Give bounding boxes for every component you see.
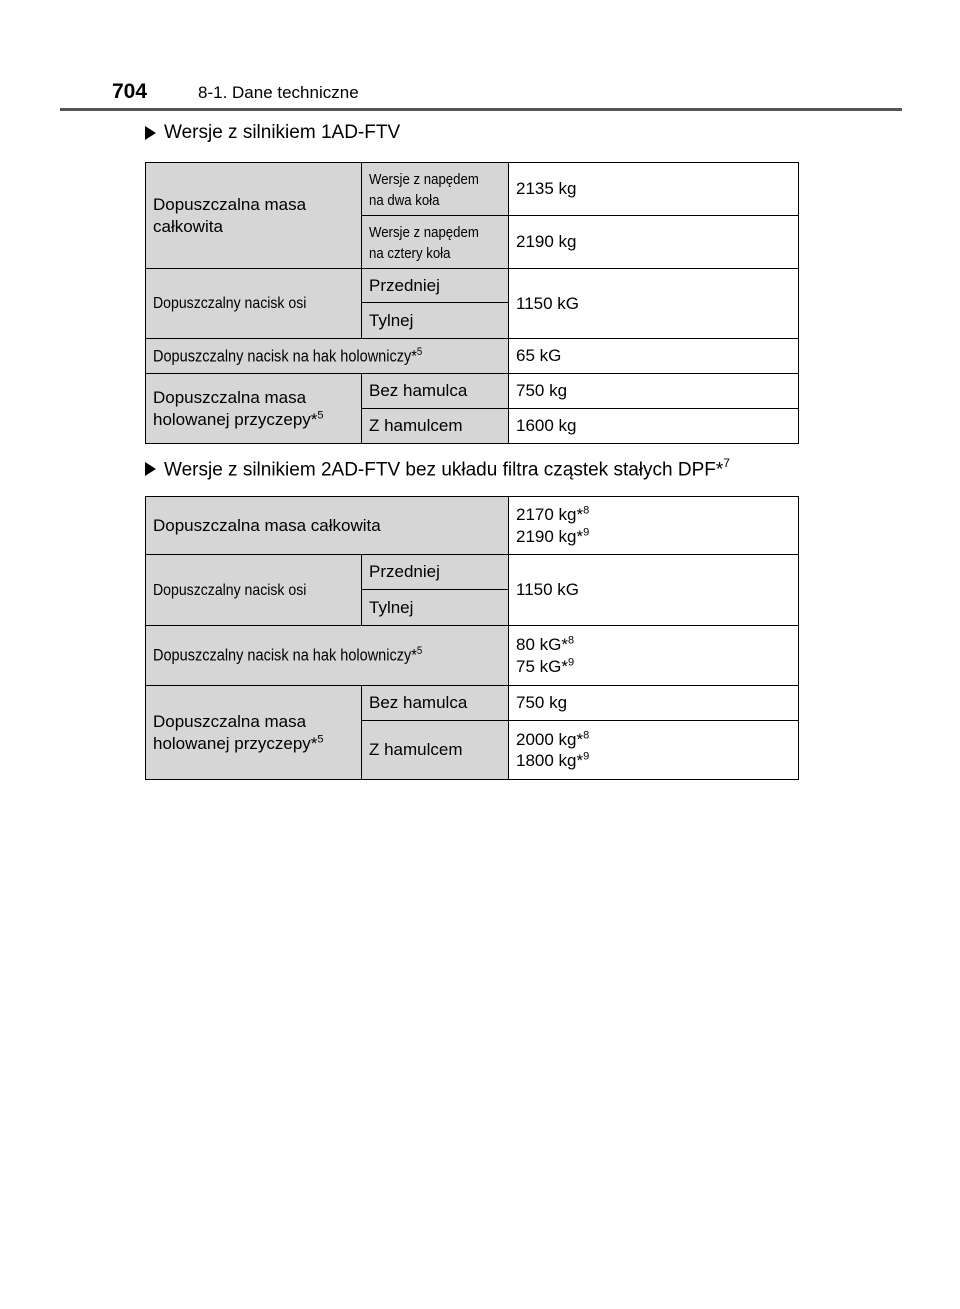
- gvm-value-cell: [509, 497, 799, 555]
- rear-label: Tylnej: [369, 310, 414, 330]
- sub-2wd-cell: [362, 163, 509, 216]
- hitch-label: [153, 644, 422, 667]
- hitch-label-cell: [146, 339, 509, 374]
- unbraked-cell: [362, 686, 509, 721]
- spec-table-1ad: [145, 162, 799, 444]
- section2-heading: [145, 457, 730, 481]
- table-row: [146, 555, 799, 590]
- header-rule: [60, 108, 902, 111]
- braked-value-cell: [509, 409, 799, 444]
- gvm-note-2: 9: [583, 525, 590, 538]
- unbraked-value: 750 kg: [516, 693, 568, 713]
- unbraked-label: Bez hamulca: [369, 381, 468, 401]
- unbraked-label: Bez hamulca: [369, 693, 468, 713]
- gvm-label-cell: [146, 163, 362, 269]
- hitch-value-cell: [509, 339, 799, 374]
- braked-value-cell: [509, 721, 799, 780]
- page-header: [60, 76, 902, 110]
- hitch-value-1-text: 80 kG*: [516, 635, 568, 655]
- rear-cell: [362, 590, 509, 626]
- section-title: 8-1. Dane techniczne: [198, 83, 359, 102]
- table-row: [146, 163, 799, 216]
- gvm-note-1: 8: [583, 504, 590, 517]
- trailer-note: 5: [317, 732, 324, 745]
- trailer-label-line2: [153, 733, 354, 754]
- sub-4wd-cell: [362, 216, 509, 269]
- gvm-value-1: [516, 504, 791, 525]
- gvm-label: Dopuszczalna masa całkowita: [153, 515, 381, 535]
- trailer-label-line1: Dopuszczalna masa: [153, 388, 307, 408]
- table-row: [146, 686, 799, 721]
- hitch-label-cell: [146, 626, 509, 686]
- axle-value-cell: [509, 269, 799, 339]
- braked-cell: [362, 721, 509, 780]
- val-2wd-cell: [509, 163, 799, 216]
- sub-2wd-line2: na dwa koła: [369, 192, 440, 209]
- table-row: [146, 497, 799, 555]
- trailer-label-line2-text: holowanej przyczepy*: [153, 409, 318, 429]
- val-2wd: 2135 kg: [516, 179, 577, 199]
- hitch-label: [153, 345, 422, 368]
- hitch-note: 5: [416, 645, 423, 658]
- section2-heading-label: Wersje z silnikiem 2AD-FTV bez układu filtra cząstek stałych DPF*: [164, 459, 724, 481]
- braked-value-1: [516, 729, 791, 750]
- front-label: Przedniej: [369, 562, 440, 582]
- hitch-value-1: [516, 634, 791, 655]
- trailer-label-line1: Dopuszczalna masa: [153, 712, 307, 732]
- axle-label: Dopuszczalny nacisk osi: [153, 295, 307, 313]
- hitch-note-2: 9: [567, 655, 575, 668]
- braked-value-2: [516, 750, 791, 771]
- val-4wd: 2190 kg: [516, 232, 577, 252]
- front-cell: [362, 555, 509, 590]
- hitch-label-text: Dopuszczalny nacisk na hak holowniczy*: [153, 347, 417, 366]
- braked-value-2-text: 1800 kg*: [516, 751, 584, 770]
- braked-note-2: 9: [583, 750, 590, 763]
- braked-label: Z hamulcem: [369, 416, 463, 436]
- gvm-label-cell: [146, 497, 509, 555]
- page-number: 704: [112, 80, 148, 103]
- table-row: [146, 626, 799, 686]
- braked-value: 1600 kg: [516, 416, 577, 436]
- gvm-value-2-text: 2190 kg*: [516, 526, 584, 546]
- hitch-label-text: Dopuszczalny nacisk na hak holowniczy*: [153, 646, 417, 665]
- gvm-label: Dopuszczalna masa całkowita: [153, 195, 307, 236]
- rear-cell: [362, 303, 509, 339]
- axle-value-cell: [509, 555, 799, 626]
- spec-table-2ad: [145, 496, 799, 780]
- trailer-label-line2-text: holowanej przyczepy*: [153, 733, 318, 753]
- hitch-note: 5: [416, 345, 423, 358]
- triangle-bullet-icon: [145, 126, 156, 140]
- axle-label-cell: [146, 269, 362, 339]
- axle-value: 1150 kG: [516, 293, 580, 313]
- hitch-value-2: [516, 656, 791, 677]
- trailer-label-line2: [153, 409, 354, 430]
- hitch-note-1: 8: [567, 634, 575, 647]
- axle-value: 1150 kG: [516, 580, 580, 600]
- val-4wd-cell: [509, 216, 799, 269]
- hitch-value-2-text: 75 kG*: [516, 656, 568, 676]
- table-row: [146, 339, 799, 374]
- section1-heading: [145, 122, 400, 144]
- axle-label: Dopuszczalny nacisk osi: [153, 581, 307, 599]
- rear-label: Tylnej: [369, 597, 414, 617]
- braked-cell: [362, 409, 509, 444]
- trailer-note: 5: [317, 408, 324, 421]
- braked-label: Z hamulcem: [369, 740, 463, 760]
- hitch-value-cell: [509, 626, 799, 686]
- hitch-value: 65 kG: [516, 346, 562, 366]
- sub-4wd-line2: na cztery koła: [369, 245, 451, 262]
- axle-label-cell: [146, 555, 362, 626]
- sub-2wd-line1: Wersje z napędem: [369, 170, 479, 188]
- gvm-value-1-text: 2170 kg*: [516, 505, 584, 525]
- braked-note-1: 8: [583, 729, 590, 742]
- table-row: [146, 374, 799, 409]
- trailer-label-cell: [146, 374, 362, 444]
- unbraked-value: 750 kg: [516, 381, 568, 401]
- table-row: [146, 269, 799, 303]
- gvm-value-2: [516, 526, 791, 547]
- section2-heading-note: 7: [723, 456, 730, 470]
- triangle-bullet-icon: [145, 462, 156, 476]
- front-label: Przedniej: [369, 275, 440, 295]
- sub-4wd-line1: Wersje z napędem: [369, 223, 479, 241]
- braked-value-1-text: 2000 kg*: [516, 729, 584, 749]
- section2-heading-text: [164, 457, 730, 481]
- trailer-label-cell: [146, 686, 362, 780]
- unbraked-value-cell: [509, 686, 799, 721]
- front-cell: [362, 269, 509, 303]
- section1-heading-text: Wersje z silnikiem 1AD-FTV: [164, 122, 401, 143]
- unbraked-cell: [362, 374, 509, 409]
- unbraked-value-cell: [509, 374, 799, 409]
